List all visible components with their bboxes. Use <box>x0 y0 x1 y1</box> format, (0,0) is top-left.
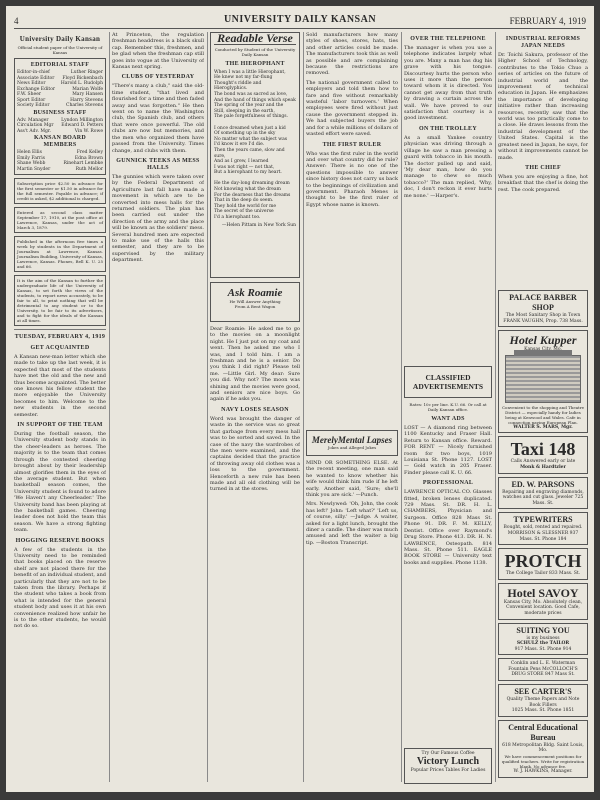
article-heading: OVER THE TELEPHONE <box>410 36 486 42</box>
editorial-text: A few of the students in the University need to be reminded that books placed on the reserve shelf are not placed there for the benefit of an individual student, and particularly that they are not to be taken from the library. Perhaps if the student who takes a book from what is intended for the general student body and uses it at his own convenience realized how unfair he is to the other students, he would not do so. <box>14 546 106 630</box>
article-heading: CLUBS OF YESTERDAY <box>121 74 195 81</box>
ask-roamie-box <box>210 282 300 322</box>
column-rule <box>401 32 402 782</box>
page-number: 4 <box>14 16 19 26</box>
ad-text: Kansas City, Mo. Absolutely clean, Convenient location. Good Cafe, moderate prices <box>503 599 583 616</box>
want-ads-text: LOST — A diamond ring between 1100 Kentucky and Fraser Hall. Return to Kansan office. Reward. FOR RENT — Nicely furnished room for two boys, 1019 Louisiana St. Phone 1127. LOST — Gold watch in 205 Fraser. Finder please call K. U. 66. <box>404 425 492 476</box>
issue-date: FEBRUARY 4, 1919 <box>509 16 586 26</box>
column-four-bottom <box>306 460 398 786</box>
ad-title: Hotel SAVOY <box>507 585 579 600</box>
ad-title: Hotel Kupper <box>509 333 577 348</box>
classified-title: CLASSIFIED ADVERTISEMENTS <box>412 373 484 391</box>
article-heading: GUNNICK TEEKS AS MESS HALLS <box>116 157 200 171</box>
staff-row: F.W. Sheer Mary Hansen <box>17 92 103 97</box>
ad-text: MORRISON & SLESSNER 937 Mass. St. Phone 184 <box>507 530 579 542</box>
protch-ad <box>498 548 588 580</box>
masthead <box>14 14 586 29</box>
ad-text: Conklin and L. E. Waterman Fountain Pens McCOLLOCH'S DRUG STORE 847 Mass St. <box>508 661 578 678</box>
schulz-tailor-ad <box>498 623 588 656</box>
ad-text: We have commencement positions for qualified teachers. Write for registration blank. No advance fee. <box>501 754 585 770</box>
ad-title: TYPEWRITERS <box>513 515 573 525</box>
staff-heading: EDITORIAL STAFF <box>30 62 90 68</box>
article-heading: ON THE TROLLEY <box>419 125 477 132</box>
article-text: When you are enjoying a fine, hot breakfast that the chef is doing the rest. The cook prepared. <box>498 173 588 193</box>
article-heading: THE CHIEF <box>525 164 561 171</box>
article-text: The national government called to employers and told them how to fare and five without remarkably wasteful 'labor turnovers.' When employees were fired without just cause the government stepped in. We had subjected buyers the job and for a while millions of dollars of wasted effort were saved. <box>306 79 398 138</box>
article-text: The manager is when you use a telephone indicates largely what you are. Many a man has dug his grave with his tongue. Discourtesy hurts the person who uses it more than the person toward whom it is directed. You cannot get away from that truth by drawing a curtain across the wall. We have proved to our satisfaction that courtesy is a good investment. <box>404 45 492 122</box>
ad-title: PALACE BARBER SHOP <box>509 293 577 312</box>
fountain-pen-ad <box>498 658 588 681</box>
classified-box <box>404 366 492 398</box>
victory-lunch-subtitle: Popular Prices Tables For Ladies <box>410 768 486 773</box>
staff-row: Associate Editor Floyd Bickenbach <box>17 75 103 81</box>
official-line: Official student paper of the University of Kansas <box>17 45 103 55</box>
readable-verse-title: Readable Verse <box>214 36 296 45</box>
ad-title: Central Educational Bureau <box>508 722 578 742</box>
newspaper-page <box>6 6 594 792</box>
mml-title: MerelyMental Lapses <box>311 435 393 445</box>
hotel-savoy-ad <box>498 583 588 620</box>
staff-box <box>14 58 106 175</box>
ad-text: FRANK VAUGHN, Prop. 738 Mass. <box>503 318 583 324</box>
editorial-heading: GET ACQUAINTED <box>30 345 90 351</box>
ad-text: 1025 Mass. St. Phone 1851 <box>511 708 575 714</box>
column-editorial <box>14 32 106 786</box>
article-text: MIND OR SOMETHING ELSE. At the recent meeting, one man said he wanted to know whether his wife would think him rude if he left early. Another said, 'Sure; she'll think you are sick.' —Punch. <box>306 460 398 499</box>
staff-row: Adv. Manager Lyndon Millington <box>17 117 103 123</box>
article-text: As a small Yankee country physician was driving through a village he saw a man pressing a guard with tobacco in his mouth. The doctor pulled up and said, 'My dear man, how do you manage to chew so much tobacco?' The man replied, 'Why, doc, I don't reckon it ever hurts me none.' —Harper's. <box>404 134 492 199</box>
article-text: Word was brought the danger of waste in the service was so great that garbage from every mess hall was to be sorted and saved. In the case of the navy the wardrobes of the men were examined, and the captains decided that the practice of throwing away old clothes was a loss to the government. Henceforth a new rule has been made and all old clothing will be turned in at the stores. <box>210 415 300 493</box>
classified-rates: Rates: 10c per line. K.U. 66. Or call at Daily Kansan office. <box>409 402 487 412</box>
taxi-ad <box>498 436 588 473</box>
editorial-heading: HOGGING RESERVE BOOKS <box>15 537 105 544</box>
staff-row: Helen Ellis Fred Kelley <box>17 150 103 155</box>
typewriters-ad <box>498 512 588 545</box>
article-text: Dr. Toichi Sakura, professor of the Higher School of Technology, contributes to the Tokio Chuo a series of articles on the future of industrial world and the improvement of technical education in Japan. He emphasizes the importance of developing initiative rather than increasing resources, recently saw that the world was too practically come to a close. He draws lessons from the industrial development of the United States. Capital is the greatest need in Japan, he says, for without it improvements cannot be made. <box>498 52 588 161</box>
professional-text: LAWRENCE OPTICAL CO. Glasses fitted, broken lenses duplicated. 729 Mass. St. DR. H. L. CHAMBERS, Physician and Surgeon. Office 828 Mass St. Phone 91. DR. F. M. KELLY, Dentist. Office over Raymond's Drug Store. Phone 413. DR. H. N. LAWRENCE, Osteopath. 814 Mass. St. Phone 511. EAGLE BOOK STORE — University text books and supplies. Phone 1138. <box>404 489 492 566</box>
merely-mental-lapses-box <box>306 430 398 456</box>
ad-text: Quality Theme Papers and Note Book Fillers <box>506 697 580 708</box>
subscription-notice: Subscription price $2.50 in advance for the first semester or $1.50 in advance for the full semester. Payable in advance; if credit is asked, $2 additional is charged. <box>14 178 106 204</box>
ad-text: is my business <box>526 635 560 641</box>
aim-notice: It is the aim of the Kansan to further the undergraduate life of the University of Kansas, to set forth the views of the students, to report news accurately, to be fair to all, to print nothing that will be detrimental to any student or to the University, to be fair to its advertisers, and to fight for the ideals of the Kansan at all times. <box>14 275 106 326</box>
readable-verse-box <box>210 32 300 278</box>
nameplate: University Daily Kansan <box>19 35 101 43</box>
ad-text: Repairing and engraving diamonds, watches and cut glass. Jeweler 725 Mass. St. <box>502 489 584 506</box>
ad-text: Convenient to the shopping and Theatre District — especially handy for ladies being at Kenwood and Wales. Cafe in connection paying European Plan. <box>502 404 584 425</box>
ad-title: SUITING YOU <box>516 625 570 635</box>
editorial-text: During the football season, the University student body stands in the cheer-leaders as heroes. The majority is to the team that comes through the contested cheering brought about by their leadership almost glorifies them in the eyes of the average student. But when basketball season comes, the University student is found to adore 'We Haven't any Cheerleader.' The University band has been playing at the basketball games. Cheering leader does not hold the team this season. We have a strong fighting team. <box>14 431 106 534</box>
board-heading: KANSAN BOARD MEMBERS <box>33 135 87 148</box>
readable-verse-subtitle: Conducted by Student of the University Daily Kansan <box>214 46 296 57</box>
column-three <box>210 326 300 786</box>
column-rule <box>303 32 304 782</box>
column-rule <box>207 32 208 782</box>
staff-row: Shane Webb Rinehart Lembke <box>17 161 103 166</box>
article-text: "There's many a club," said the old-time student, "that lived and flourished for a time and then faded away and was forgotten." He then went on to name the Washington club, the Spanish club, and others that were once powerful. The old clubs are now but memories, and the men who organized them have passed from the University. Times change, and clubs with them. <box>112 83 204 154</box>
publication-notice: Published in the afternoon five times a week by students in the Department of Journalism at Lawrence, Kansas. Journalism Building, University of Kansas, Lawrence, Kansas. Phones, Bell K. U. 25 and 66. <box>14 236 106 272</box>
ad-text: The Most Sanitary Shop in Town <box>505 313 581 318</box>
paper-name: UNIVERSITY DAILY KANSAN <box>223 14 377 25</box>
want-ads-heading: WANT ADS <box>431 416 465 422</box>
column-five-bottom <box>404 402 492 732</box>
dateline: TUESDAY, FEBRUARY 4, 1919 <box>14 334 106 340</box>
ad-text: Monk & Hardtzler <box>520 464 566 470</box>
column-six-top <box>498 32 588 272</box>
article-text: Who was the first ruler in the world and over what country did he rule? Answer: There is no one of the questions impossible to answer since history does not carry us back to the beginnings of civilization and government. Pharaoh Menes is thought to be the first ruler of Egypt whose name is known. <box>306 150 398 208</box>
staff-row: Emily Farris Edna Brown <box>17 155 103 161</box>
business-heading: BUSINESS STAFF <box>33 109 87 116</box>
ad-title: SEE CARTER'S <box>514 687 572 697</box>
ads-column <box>498 290 588 782</box>
staff-row: Editor-in-chief Luther Ringer <box>17 70 103 75</box>
ad-text: Bought, sold, rented and repaired. <box>503 525 583 531</box>
article-heading: THE FIRST RULER <box>322 141 382 148</box>
ask-roamie-subtitle: He Will Answer Anything From A Bent Wagon <box>229 299 281 309</box>
hotel-building-image <box>505 355 581 403</box>
staff-row: Ass't Adv. Mgr. Vin W. Rowe <box>17 128 103 134</box>
editorial-heading: IN SUPPORT OF THE TEAM <box>17 422 103 429</box>
article-text: Dear Roamie: He asked me to go to the movies on a moonlight night. He I just put on my coat and went. Then he asked me who I was, and I told him. I am a freshman and he is a senior. Do you think I did right? Please tell me. —Little Girl. My dear: Sure you did. Why not? The moon was shining and the movies were good, and seniors are nice boys. Go again if he asks you. <box>210 326 300 403</box>
article-heading: NAVY LOSES SEASON <box>221 406 289 413</box>
article-text: Mrs. Newlywed: 'Oh, John, the cook has left!' John: 'Left what?' 'Left us, of course, silly.' —Judge. A waiter, asked for a light lunch, brought the diner a candle. The diner was much amused and left the waiter a big tip. —Boston Transcript. <box>306 501 398 546</box>
column-four-top <box>306 32 398 438</box>
ad-title: Taxi 148 <box>510 439 576 460</box>
column-rule <box>495 32 496 782</box>
poem-credit: —Helen Pittam in New York Sun <box>221 222 296 228</box>
entry-notice: Entered as second class matter September 17, 1910, at the post office at Lawrence, Kansas, under the act of March 3, 1879. <box>14 207 106 233</box>
article-text: Sold manufacturers how many styles of shoes, stores, hats, ties and other articles could be made. The manufacturers took this as well as possible and are complaining because the restrictions are removed. <box>306 32 398 77</box>
ad-text: SCHULZ the TAILOR <box>516 641 570 647</box>
ad-text: 618 Metropolitan Bldg. Saint Louis, Mo. <box>502 742 584 754</box>
staff-row: Sport Editor Harry Stevens <box>17 97 103 103</box>
professional-heading: PROFESSIONAL <box>422 480 474 487</box>
poem-text: When I was a little Hierophant, He knew not my far-flung Thought's riddle and Hieroglyphics. The bond was as sacred as love, And the hand of things which speak The spring of the year and the Still, sleeping in the earth, The pale forgetfulness of things. I once dreamed when just a kid Of something up in the sky No matter what the subject was I'd know it ere I'd die. Then the years came, slow and sure, And as I grew, I learned I was not right — not that, But a hierophant to my heart. He the day-long dreaming dream Not knowing what the dream For the dearness that the dreams That in the deep do seem. They hold the world for me The secret of the universe I'd a hierophant too. <box>214 69 296 221</box>
divider <box>14 329 106 330</box>
staff-row: Martin Snyder Ruth Mellor <box>17 166 103 172</box>
victory-lunch-pretitle: Try Our Famous Coffee <box>421 751 475 756</box>
staff-row: Society Editor Charles Stevens <box>17 103 103 108</box>
staff-row: News Editor Harold L. Rudolph <box>17 81 103 86</box>
ad-text: Calls Answered early or late <box>510 459 576 465</box>
educational-bureau-ad <box>498 720 588 778</box>
ad-text: W. J. HAWKINS, Manager. <box>513 769 573 775</box>
hotel-kupper-ad <box>498 330 588 433</box>
staff-row: Circulation Mgr Edward D. Petters <box>17 123 103 128</box>
ask-roamie-title: Ask Roamie <box>227 287 283 299</box>
victory-lunch-title: Victory Lunch <box>416 756 480 767</box>
column-five-top <box>404 32 492 348</box>
article-text: At Princeton, the regulation freshman headdress is a black skull cap. Remember this, freshmen, and be glad when the freshman cap still goes into vogue at the University of Kansas next spring. <box>112 32 204 71</box>
parsons-ad <box>498 477 588 510</box>
carters-ad <box>498 684 588 717</box>
ad-text: WALTER S. MARS, Mgr. <box>513 424 573 430</box>
palace-barber-ad <box>498 290 588 327</box>
article-heading: INDUSTRIAL REFORMS JAPAN NEEDS <box>505 36 581 49</box>
column-rule <box>109 32 110 782</box>
mml-subtitle: Jokes and Alleged Jokes <box>327 445 377 450</box>
victory-lunch-ad <box>404 748 492 784</box>
staff-row: Exchange Editor Marian Wolfe <box>17 86 103 92</box>
editorial-text: A Kansan new-man letter which she made to take up the last week, it is expected that most of the students have met the old and the new and thus become acquainted. The better one knows his fellow student the more enjoyable the University becomes to him. Welcome to the new students in the second semester. <box>14 354 106 418</box>
poem-title: THE HIEROPHANT <box>225 60 285 67</box>
ad-text: 917 Mass. St. Phone 914 <box>514 646 572 652</box>
article-text: The gunnies which were taken over by the Federal Department of Agriculture last fall have made a movement in which are to be converted into mess halls for the returned soldiers. The plan has been carried out under the direction of the army and the place will be known as the soldiers' mess. Several hundred men are expected to make use of the halls this semester, and they are to be supervised by the military department. <box>112 173 204 264</box>
ad-title: PROTCH <box>504 551 582 572</box>
ad-text: The College Tailor 833 Mass. St. <box>505 571 581 577</box>
ad-title: ED. W. PARSONS <box>511 479 575 489</box>
column-two <box>112 32 204 786</box>
